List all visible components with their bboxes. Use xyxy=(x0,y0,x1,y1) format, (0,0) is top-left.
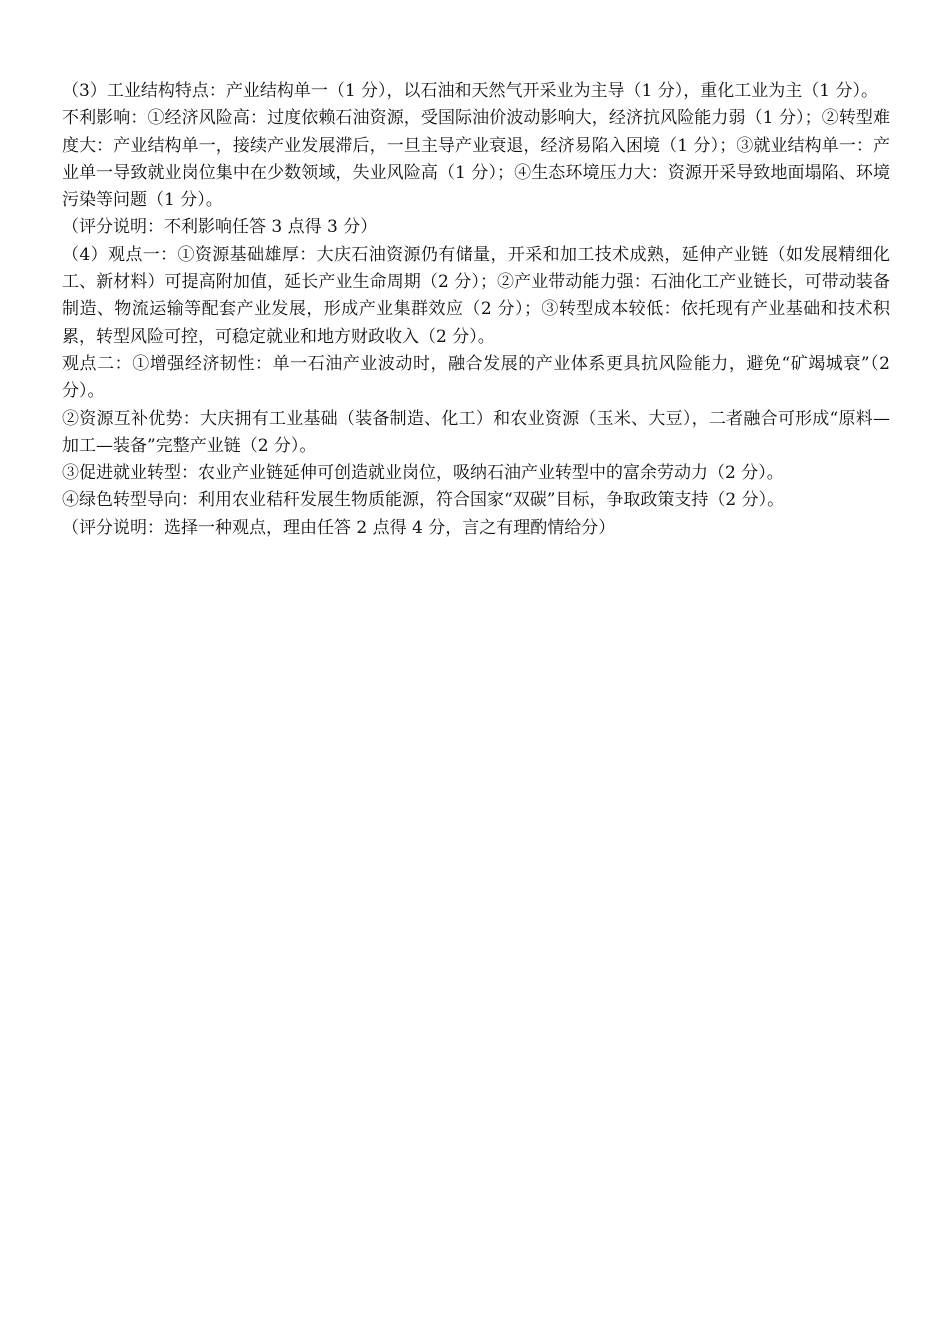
answer-part-4-viewpoint-one: （4）观点一：①资源基础雄厚：大庆石油资源仍有储量，开采和加工技术成熟，延伸产业链（如发展精细化工、新材料）可提高附加值，延长产业生命周期（2 分）；②产业带动能力强：石油化工产业链长，可带动装备制造、物流运输等配套产业发展，形成产业集群效应（2 分）；③转型成本较低：依托现有产业基础和技术积累，转型风险可控，可稳定就业和地方财政收入（2 分）。 xyxy=(62,244,890,347)
viewpoint-two-point-one: 观点二：①增强经济韧性：单一石油产业波动时，融合发展的产业体系更具抗风险能力，避免“矿竭城衰”（2 分）。 xyxy=(62,353,890,402)
adverse-effects-paragraph: 不利影响：①经济风险高：过度依赖石油资源，受国际油价波动影响大，经济抗风险能力弱（1 分）；②转型难度大：产业结构单一，接续产业发展滞后，一旦主导产业衰退，经济易陷入困境（1 分）；③就业结构单一：产业单一导致就业岗位集中在少数领域，失业风险高（1 分）；④生态环境压力大：资源开采导致地面塌陷、环境污染等问题（1 分）。 xyxy=(62,108,890,211)
answer-part-3-paragraph: （3）工业结构特点：产业结构单一（1 分），以石油和天然气开采业为主导（1 分），重化工业为主（1 分）。 xyxy=(62,81,878,101)
scoring-note-part-3: （评分说明：不利影响任答 3 点得 3 分） xyxy=(62,217,378,238)
viewpoint-two-point-three: ③促进就业转型：农业产业链延伸可创造就业岗位，吸纳石油产业转型中的富余劳动力（2 分）。 xyxy=(62,463,784,484)
scoring-note-part-4: （评分说明：选择一种观点，理由任答 2 点得 4 分，言之有理酌情给分） xyxy=(62,517,616,538)
viewpoint-two-point-two: ②资源互补优势：大庆拥有工业基础（装备制造、化工）和农业资源（玉米、大豆），二者融合可形成“原料—加工—装备”完整产业链（2 分）。 xyxy=(62,408,890,456)
document-page xyxy=(62,78,890,542)
viewpoint-two-point-four: ④绿色转型导向：利用农业秸秆发展生物质能源，符合国家“双碳”目标，争取政策支持（2 分）。 xyxy=(62,490,785,511)
